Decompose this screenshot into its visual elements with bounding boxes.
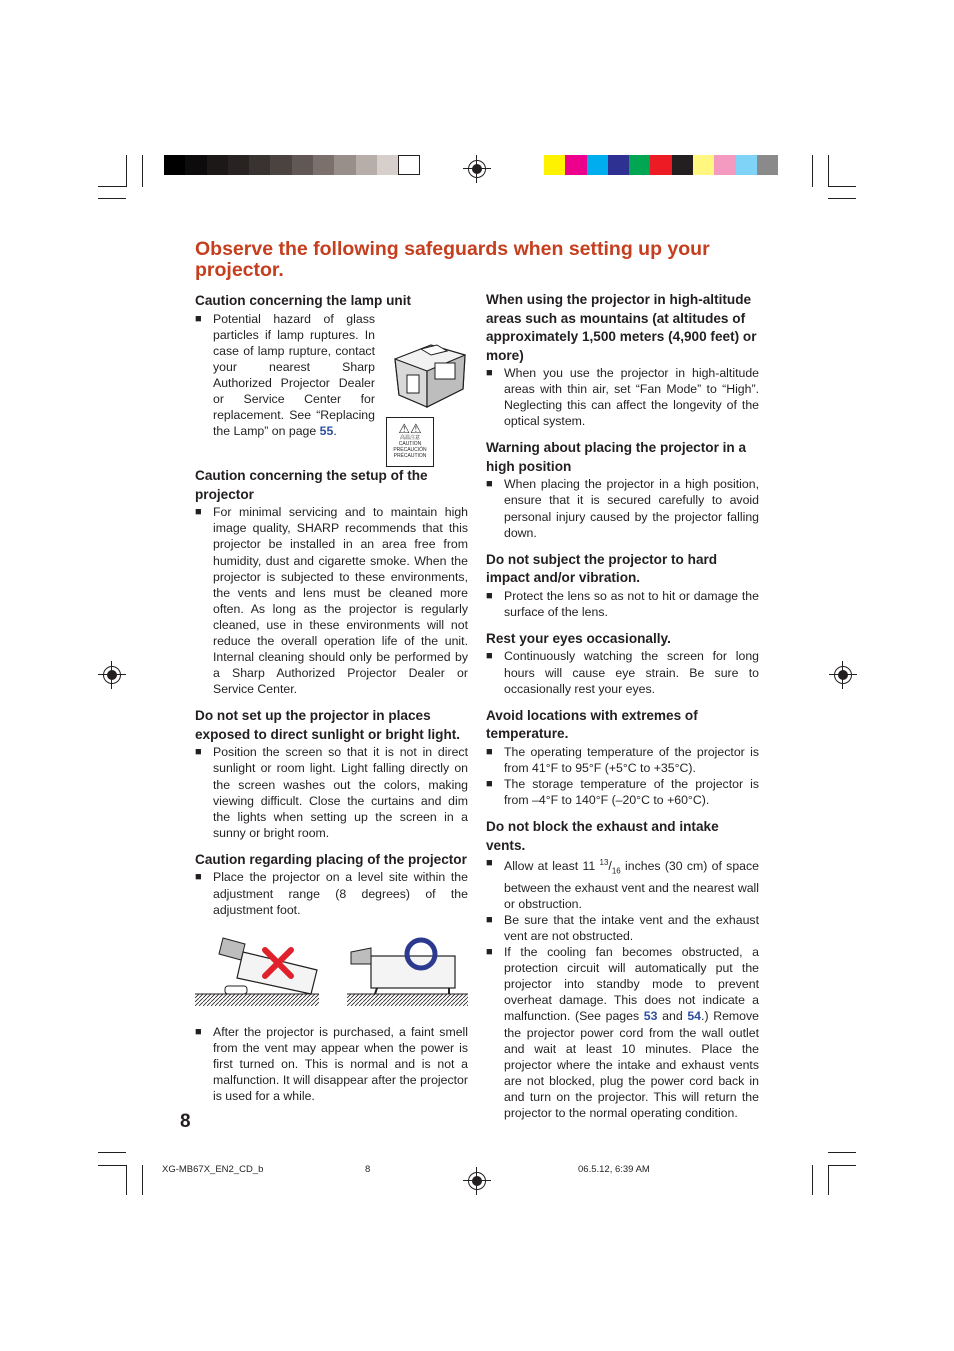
color-bar [544,155,778,175]
section-heading: Do not subject the projector to hard impact and/or vibration. [486,551,718,586]
registration-mark-icon [468,1172,486,1190]
section-high-position [486,439,759,540]
registration-mark-icon [103,666,121,684]
page-link[interactable]: 53 [643,1009,658,1024]
paragraph [486,855,759,912]
footer-timestamp: 06.5.12, 6:39 AM [578,1164,650,1175]
crop-mark [98,186,126,187]
paragraph: ■ Be sure that the intake vent and the exhaust vent are not obstructed. [486,912,759,944]
paragraph: ■ The operating temperature of the projector is from 41°F to 95°F (+5°C to +35°C). [486,744,759,776]
section-placing [195,851,468,918]
section-altitude [486,291,759,429]
crop-mark [828,155,829,187]
paragraph-text: Allow at least 11 [504,859,600,874]
paragraph: ■ When placing the projector in a high position, ensure that it is secured carefully to avoid personal injury caused by the projector falling down. [486,476,759,540]
label-text: CAUTION [398,440,422,447]
crop-mark [812,1165,813,1195]
section-setup [195,467,468,697]
paragraph: ■ After the projector is purchased, a faint smell from the vent may appear when the power is first turned on. This is normal and is not a malfunction. It will disappear after the projector is used for a while. [195,1024,468,1104]
paragraph: ■ For minimal servicing and to maintain high image quality, SHARP recommends that this projector be installed in an area free from humidity, dust and cigarette smoke. When the projector is subjected to these environments, the vents and lens must be cleaned more often. As long as the projector is regularly cleaned, use in these environments will not reduce the overall operation life of the unit. Internal cleaning should only be performed by a Sharp Authorized Projector Dealer or Service Center. [195,504,468,697]
crop-mark [98,198,126,199]
crop-mark [98,1152,126,1153]
section-heading: Caution concerning the setup of the projector [195,468,428,502]
fraction-slash: / [608,859,612,874]
page-number: 8 [180,1111,191,1132]
section-heading: Do not set up the projector in places exposed to direct sunlight or bright light. [195,708,461,742]
crop-mark [812,155,813,187]
section-heading: Caution regarding placing of the projector [195,851,467,867]
section-heading: Warning about placing the projector in a high position [486,440,747,474]
paragraph-text: inches (30 cm) of space between the exhaust vent and the nearest wall or obstruction. [504,859,759,911]
paragraph-text: Potential hazard of glass particles if lamp ruptures. In case of lamp rupture, contact your nearest Sharp Authorized Projector Dealer or Service Center for replacement. See “Replacing the Lamp” on page [213,311,375,439]
crop-mark [98,1165,126,1166]
left-column [195,292,468,1104]
section-impact [486,551,759,620]
paragraph-text: If the cooling fan becomes obstructed, a protection circuit will automatically put the projector into standby mode to prevent overheat damage. This does not indicate a malfunction. (See pages [504,945,759,1024]
page-link[interactable]: 55 [319,424,334,439]
section-lamp-unit [195,292,468,459]
fraction-denominator: 16 [611,866,621,876]
section-temperature [486,707,759,808]
section-vents [486,818,759,1121]
grayscale-bar [164,155,420,175]
level-placement-illustration [195,930,468,1010]
crop-mark [828,198,856,199]
label-text: 高温注意 [399,434,420,441]
section-eyes [486,630,759,697]
right-column [486,291,759,1121]
footer-page: 8 [365,1164,371,1175]
paragraph-text: . [333,424,337,439]
lamp-unit-illustration [391,337,469,413]
crop-mark [828,1165,856,1166]
section-heading: Caution concerning the lamp unit [195,293,411,308]
section-heading: When using the projector in high-altitude areas such as mountains (at altitudes of approximately 1,500 meters (4,900 feet) or more) [486,292,757,363]
paragraph: ■ Place the projector on a level site within the adjustment range (8 degrees) of the adjustment foot. [195,869,468,917]
crop-mark [828,1152,856,1153]
label-text: PRÉCAUTION [393,452,427,459]
crop-mark [828,1165,829,1195]
section-heading: Do not block the exhaust and intake vents. [486,819,719,853]
registration-mark-icon [468,160,486,178]
paragraph-text: .) Remove the projector power cord from the wall outlet and wait at least 10 minutes. Place the projector where the intake and exhaust vents are not blocked, plug the power cord back in and turn on the projector. This will return the projector to the normal operating condition. [504,1009,760,1121]
section-smell [195,1024,468,1104]
crop-mark [828,186,856,187]
crop-mark [126,155,127,187]
label-text: PRÉCAUCIÓN [393,446,427,453]
section-heading: Rest your eyes occasionally. [486,630,671,646]
section-heading: Avoid locations with extremes of temperature. [486,707,698,742]
paragraph: ■ When you use the projector in high-altitude areas with thin air, set “Fan Mode” to “High”. Neglecting this can affect the longevity of the optical system. [486,365,759,429]
warning-triangle-icon: ⚠⚠ [398,420,422,436]
paragraph: ■ Position the screen so that it is not in direct sunlight or room light. Light falling directly on the screen washes out the colors, making viewing difficult. Close the curtains and dim the lights when setting up the screen in a sunny or bright room. [195,744,468,841]
crop-mark [142,155,143,187]
footer-file-name: XG-MB67X_EN2_CD_b [162,1164,264,1175]
page-title: Observe the following safeguards when setting up your projector. [195,238,710,281]
crop-mark [142,1165,143,1195]
page-link[interactable]: 54 [687,1009,702,1024]
paragraph: ■ The storage temperature of the projector is from –4°F to 140°F (–20°C to +60°C). [486,776,759,808]
paragraph: ■ Continuously watching the screen for long hours will cause eye strain. Be sure to occasionally rest your eyes. [486,648,759,696]
registration-mark-icon [834,666,852,684]
crop-mark [126,1165,127,1195]
paragraph [195,311,375,440]
fraction-numerator: 13 [599,858,609,868]
caution-label [386,417,434,467]
paragraph: ■ Protect the lens so as not to hit or damage the surface of the lens. [486,588,759,620]
paragraph-text: and [657,1009,688,1024]
section-sunlight [195,707,468,841]
paragraph [486,944,759,1121]
